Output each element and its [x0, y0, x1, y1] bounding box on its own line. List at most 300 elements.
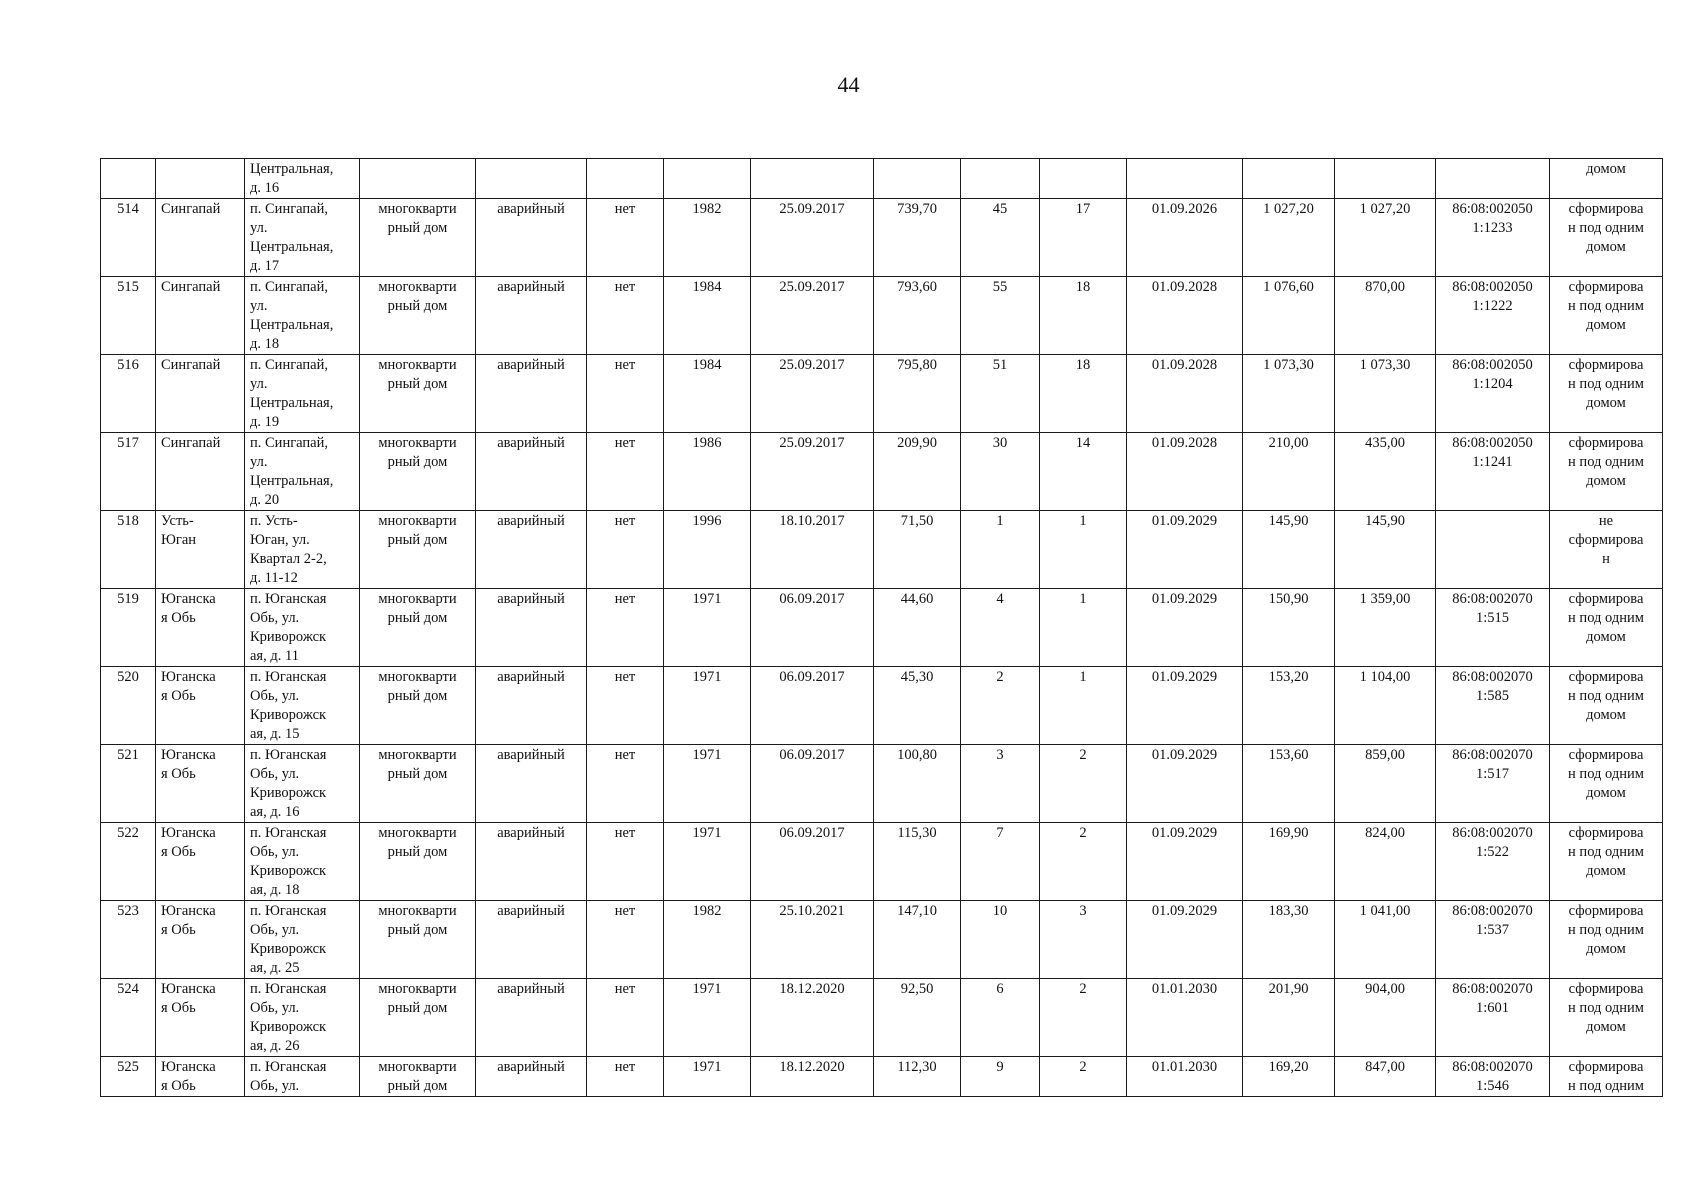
- cell-address-line: п. Юганская: [250, 1059, 327, 1075]
- cell-address-line: Обь, ул.: [250, 922, 300, 938]
- cell-area: 793,60: [874, 277, 961, 355]
- cell-settlement-line: Юганска: [161, 591, 216, 607]
- cell-address-line: п. Сингапай,: [250, 435, 328, 451]
- cell-status: аварийный: [476, 355, 587, 433]
- cell-residents: 3: [961, 745, 1040, 823]
- cell-building-type: [360, 667, 476, 745]
- cell-land-status-line: домом: [1586, 629, 1626, 645]
- cell-date: 25.09.2017: [751, 433, 874, 511]
- cell-year: 1971: [664, 589, 751, 667]
- cell-value-2: 859,00: [1335, 745, 1436, 823]
- cell-cadastral-number: [1436, 277, 1550, 355]
- cell-land-status-line: н под одним: [1568, 688, 1644, 704]
- cell-address-line: п. Сингапай,: [250, 357, 328, 373]
- cell-settlement: [156, 159, 245, 199]
- page-number: 44: [837, 72, 860, 97]
- cell-address-line: Центральная,: [250, 317, 334, 333]
- cell-settlement-line: Юганска: [161, 981, 216, 997]
- cell-land-status: [1550, 355, 1663, 433]
- housing-table: [100, 158, 1663, 1097]
- cell-address-line: ая, д. 11: [250, 648, 299, 664]
- cell-value-1: 1 076,60: [1243, 277, 1335, 355]
- cell-cadastral-number: [1436, 823, 1550, 901]
- cell-area: 45,30: [874, 667, 961, 745]
- cell-settlement: [156, 823, 245, 901]
- cell-building-type-line: многокварти: [378, 981, 457, 997]
- cell-value-1: 153,60: [1243, 745, 1335, 823]
- cell-cadastral-number-line: 1:1241: [1472, 454, 1513, 470]
- cell-settlement: [156, 1057, 245, 1097]
- cell-number: 517: [101, 433, 156, 511]
- cell-address-line: Обь, ул.: [250, 610, 300, 626]
- cell-land-status: [1550, 745, 1663, 823]
- cell-building-type-line: многокварти: [378, 903, 457, 919]
- cell-land-status-line: н под одним: [1568, 766, 1644, 782]
- cell-cadastral-number-line: 1:1233: [1472, 220, 1513, 236]
- cell-building-type-line: рный дом: [387, 1078, 448, 1094]
- cell-address: [245, 745, 360, 823]
- cell-year: 1996: [664, 511, 751, 589]
- cell-building-type-line: рный дом: [387, 376, 448, 392]
- cell-apartments: 18: [1040, 277, 1127, 355]
- cell-address: [245, 511, 360, 589]
- cell-address-line: п. Сингапай,: [250, 279, 328, 295]
- cell-residents: 4: [961, 589, 1040, 667]
- cell-cadastral-number-line: 1:517: [1475, 766, 1510, 782]
- cell-land-status-line: сформирова: [1568, 591, 1644, 607]
- cell-settlement-line: я Обь: [161, 922, 196, 938]
- cell-cadastral-number: [1436, 159, 1550, 199]
- cell-address-line: п. Юганская: [250, 981, 327, 997]
- cell-residents: 51: [961, 355, 1040, 433]
- table-row: [101, 901, 1663, 979]
- cell-address-line: п. Сингапай,: [250, 201, 328, 217]
- cell-settlement-line: Юганска: [161, 903, 216, 919]
- cell-date: 06.09.2017: [751, 823, 874, 901]
- cell-land-status: [1550, 979, 1663, 1057]
- cell-address-line: Обь, ул.: [250, 1078, 300, 1094]
- cell-land-status-line: домом: [1586, 785, 1626, 801]
- cell-value-1: 201,90: [1243, 979, 1335, 1057]
- cell-value-2: 1 041,00: [1335, 901, 1436, 979]
- cell-date: 18.10.2017: [751, 511, 874, 589]
- cell-building-type: [360, 355, 476, 433]
- cell-settlement: [156, 745, 245, 823]
- cell-address-line: ая, д. 18: [250, 882, 300, 898]
- cell-cadastral-number-line: 1:601: [1475, 1000, 1510, 1016]
- cell-land-status: [1550, 589, 1663, 667]
- cell-land-status-line: н под одним: [1568, 454, 1644, 470]
- cell-land-status: [1550, 199, 1663, 277]
- cell-area: 209,90: [874, 433, 961, 511]
- cell-land-status-line: сформирова: [1568, 279, 1644, 295]
- cell-address-line: Криворожск: [250, 785, 327, 801]
- table-row: [101, 745, 1663, 823]
- cell-settlement-line: Усть-: [161, 513, 194, 529]
- cell-value-2: 1 104,00: [1335, 667, 1436, 745]
- cell-building-type-line: рный дом: [387, 610, 448, 626]
- cell-building-type: [360, 511, 476, 589]
- cell-date: 25.09.2017: [751, 277, 874, 355]
- cell-area: 92,50: [874, 979, 961, 1057]
- cell-settlement: [156, 589, 245, 667]
- cell-cadastral-number-line: 86:08:002050: [1452, 357, 1533, 373]
- cell-apartments: 1: [1040, 667, 1127, 745]
- cell-status: аварийный: [476, 277, 587, 355]
- cell-address-line: Центральная,: [250, 161, 334, 177]
- cell-value-1: 1 073,30: [1243, 355, 1335, 433]
- cell-cadastral-number-line: 86:08:002050: [1452, 279, 1533, 295]
- cell-cadastral-number: [1436, 667, 1550, 745]
- cell-note: нет: [587, 355, 664, 433]
- cell-settlement-line: Юган: [161, 532, 197, 548]
- cell-value-2: 1 073,30: [1335, 355, 1436, 433]
- cell-deadline: 01.09.2026: [1127, 199, 1243, 277]
- cell-address-line: Центральная,: [250, 395, 334, 411]
- cell-cadastral-number-line: 1:537: [1475, 922, 1510, 938]
- cell-settlement-line: Юганска: [161, 747, 216, 763]
- cell-value-1: [1243, 159, 1335, 199]
- cell-note: нет: [587, 589, 664, 667]
- cell-settlement-line: я Обь: [161, 610, 196, 626]
- cell-address-line: д. 17: [250, 258, 280, 274]
- cell-status: аварийный: [476, 979, 587, 1057]
- cell-apartments: 1: [1040, 511, 1127, 589]
- cell-land-status: [1550, 823, 1663, 901]
- cell-year: 1984: [664, 355, 751, 433]
- cell-address: [245, 1057, 360, 1097]
- cell-address-line: Обь, ул.: [250, 1000, 300, 1016]
- cell-land-status-line: н под одним: [1568, 220, 1644, 236]
- cell-residents: 2: [961, 667, 1040, 745]
- cell-status: аварийный: [476, 589, 587, 667]
- cell-value-1: 210,00: [1243, 433, 1335, 511]
- cell-apartments: 14: [1040, 433, 1127, 511]
- table-row: [101, 277, 1663, 355]
- cell-settlement: Сингапай: [156, 199, 245, 277]
- table-row: [101, 355, 1663, 433]
- table-row: [101, 823, 1663, 901]
- cell-building-type: [360, 589, 476, 667]
- cell-note: нет: [587, 433, 664, 511]
- cell-building-type-line: многокварти: [378, 669, 457, 685]
- cell-apartments: [1040, 159, 1127, 199]
- cell-area: 147,10: [874, 901, 961, 979]
- cell-address-line: п. Юганская: [250, 825, 327, 841]
- cell-cadastral-number-line: 86:08:002070: [1452, 747, 1533, 763]
- cell-number: 519: [101, 589, 156, 667]
- cell-status: аварийный: [476, 745, 587, 823]
- cell-status: аварийный: [476, 433, 587, 511]
- cell-value-2: 1 027,20: [1335, 199, 1436, 277]
- cell-land-status: [1550, 901, 1663, 979]
- cell-cadastral-number-line: 86:08:002070: [1452, 981, 1533, 997]
- cell-area: 795,80: [874, 355, 961, 433]
- cell-building-type: [360, 433, 476, 511]
- cell-year: 1971: [664, 979, 751, 1057]
- cell-settlement-line: я Обь: [161, 844, 196, 860]
- cell-cadastral-number-line: 86:08:002070: [1452, 669, 1533, 685]
- cell-residents: 1: [961, 511, 1040, 589]
- cell-deadline: 01.09.2028: [1127, 277, 1243, 355]
- cell-cadastral-number-line: 1:1222: [1472, 298, 1513, 314]
- cell-date: 06.09.2017: [751, 667, 874, 745]
- cell-deadline: 01.09.2028: [1127, 355, 1243, 433]
- cell-land-status-line: домом: [1586, 395, 1626, 411]
- cell-address-line: ая, д. 25: [250, 960, 300, 976]
- cell-cadastral-number-line: 1:522: [1475, 844, 1510, 860]
- cell-land-status-line: сформирова: [1568, 1059, 1644, 1075]
- cell-number: 523: [101, 901, 156, 979]
- cell-value-2: 824,00: [1335, 823, 1436, 901]
- cell-date: 25.09.2017: [751, 199, 874, 277]
- cell-building-type-line: многокварти: [378, 747, 457, 763]
- cell-area: 44,60: [874, 589, 961, 667]
- cell-land-status-line: домом: [1586, 941, 1626, 957]
- cell-cadastral-number: [1436, 199, 1550, 277]
- cell-number: 516: [101, 355, 156, 433]
- cell-address-line: п. Юганская: [250, 591, 327, 607]
- cell-address-line: ая, д. 26: [250, 1038, 300, 1054]
- cell-settlement-line: Юганска: [161, 669, 216, 685]
- cell-address: [245, 433, 360, 511]
- cell-area: 115,30: [874, 823, 961, 901]
- cell-address-line: п. Юганская: [250, 903, 327, 919]
- cell-cadastral-number-line: 1:515: [1475, 610, 1510, 626]
- cell-building-type-line: многокварти: [378, 1059, 457, 1075]
- cell-building-type-line: рный дом: [387, 220, 448, 236]
- cell-building-type-line: многокварти: [378, 435, 457, 451]
- cell-land-status-line: н под одним: [1568, 1078, 1644, 1094]
- cell-building-type-line: рный дом: [387, 1000, 448, 1016]
- cell-land-status: [1550, 667, 1663, 745]
- cell-date: 06.09.2017: [751, 745, 874, 823]
- cell-date: 25.10.2021: [751, 901, 874, 979]
- cell-land-status-line: н под одним: [1568, 1000, 1644, 1016]
- cell-date: 25.09.2017: [751, 355, 874, 433]
- cell-cadastral-number: [1436, 979, 1550, 1057]
- cell-date: 18.12.2020: [751, 979, 874, 1057]
- cell-deadline: 01.09.2029: [1127, 667, 1243, 745]
- cell-apartments: 2: [1040, 979, 1127, 1057]
- cell-settlement-line: Юганска: [161, 1059, 216, 1075]
- cell-address: [245, 159, 360, 199]
- cell-residents: 10: [961, 901, 1040, 979]
- cell-land-status-line: сформирова: [1568, 903, 1644, 919]
- cell-apartments: 2: [1040, 745, 1127, 823]
- cell-land-status-line: сформирова: [1568, 357, 1644, 373]
- cell-cadastral-number: [1436, 511, 1550, 589]
- cell-building-type: [360, 1057, 476, 1097]
- cell-number: 525: [101, 1057, 156, 1097]
- cell-cadastral-number: [1436, 355, 1550, 433]
- cell-cadastral-number: [1436, 1057, 1550, 1097]
- cell-note: нет: [587, 901, 664, 979]
- cell-address-line: п. Юганская: [250, 669, 327, 685]
- cell-deadline: 01.01.2030: [1127, 979, 1243, 1057]
- cell-land-status: [1550, 511, 1663, 589]
- cell-number: 524: [101, 979, 156, 1057]
- cell-building-type: [360, 823, 476, 901]
- cell-building-type-line: рный дом: [387, 688, 448, 704]
- cell-residents: 7: [961, 823, 1040, 901]
- cell-number: 515: [101, 277, 156, 355]
- cell-residents: [961, 159, 1040, 199]
- table-row: [101, 433, 1663, 511]
- cell-settlement-line: я Обь: [161, 688, 196, 704]
- cell-value-2: 435,00: [1335, 433, 1436, 511]
- cell-building-type: [360, 199, 476, 277]
- cell-land-status-line: домом: [1586, 1019, 1626, 1035]
- cell-value-2: 870,00: [1335, 277, 1436, 355]
- cell-date: [751, 159, 874, 199]
- cell-year: 1986: [664, 433, 751, 511]
- cell-address-line: ул.: [250, 298, 268, 314]
- cell-settlement: Сингапай: [156, 277, 245, 355]
- cell-apartments: 2: [1040, 1057, 1127, 1097]
- cell-settlement-line: Юганска: [161, 825, 216, 841]
- cell-note: нет: [587, 745, 664, 823]
- cell-deadline: 01.09.2029: [1127, 745, 1243, 823]
- cell-status: аварийный: [476, 667, 587, 745]
- cell-building-type-line: многокварти: [378, 357, 457, 373]
- cell-settlement: [156, 979, 245, 1057]
- cell-land-status: [1550, 433, 1663, 511]
- cell-address-line: ул.: [250, 454, 268, 470]
- cell-area: [874, 159, 961, 199]
- cell-land-status-line: н под одним: [1568, 376, 1644, 392]
- cell-land-status-line: домом: [1586, 473, 1626, 489]
- cell-note: нет: [587, 667, 664, 745]
- cell-cadastral-number: [1436, 901, 1550, 979]
- cell-number: [101, 159, 156, 199]
- cell-cadastral-number: [1436, 745, 1550, 823]
- cell-value-1: 1 027,20: [1243, 199, 1335, 277]
- cell-address-line: ая, д. 15: [250, 726, 300, 742]
- cell-number: 520: [101, 667, 156, 745]
- cell-note: [587, 159, 664, 199]
- cell-status: аварийный: [476, 823, 587, 901]
- cell-land-status-line: домом: [1586, 707, 1626, 723]
- cell-address: [245, 667, 360, 745]
- cell-apartments: 18: [1040, 355, 1127, 433]
- cell-land-status-line: н под одним: [1568, 298, 1644, 314]
- cell-address: [245, 277, 360, 355]
- cell-year: 1971: [664, 1057, 751, 1097]
- cell-area: 100,80: [874, 745, 961, 823]
- cell-land-status-line: сформирова: [1568, 435, 1644, 451]
- cell-cadastral-number-line: 86:08:002050: [1452, 201, 1533, 217]
- cell-building-type-line: многокварти: [378, 279, 457, 295]
- cell-deadline: [1127, 159, 1243, 199]
- cell-land-status-line: сформирова: [1568, 981, 1644, 997]
- table-body: [101, 159, 1663, 1097]
- cell-address-line: д. 11-12: [250, 570, 298, 586]
- cell-address-line: Обь, ул.: [250, 688, 300, 704]
- cell-note: нет: [587, 511, 664, 589]
- cell-address-line: д. 19: [250, 414, 280, 430]
- cell-status: аварийный: [476, 199, 587, 277]
- cell-settlement-line: я Обь: [161, 766, 196, 782]
- cell-settlement: Сингапай: [156, 355, 245, 433]
- cell-year: 1984: [664, 277, 751, 355]
- cell-value-1: 150,90: [1243, 589, 1335, 667]
- cell-address-line: Криворожск: [250, 863, 327, 879]
- cell-settlement: [156, 667, 245, 745]
- cell-cadastral-number-line: 1:546: [1475, 1078, 1510, 1094]
- cell-residents: 30: [961, 433, 1040, 511]
- cell-residents: 45: [961, 199, 1040, 277]
- cell-land-status-line: н под одним: [1568, 610, 1644, 626]
- cell-cadastral-number-line: 86:08:002050: [1452, 435, 1533, 451]
- cell-year: 1971: [664, 823, 751, 901]
- cell-building-type-line: рный дом: [387, 844, 448, 860]
- table-row: [101, 511, 1663, 589]
- cell-land-status-line: сформирова: [1568, 669, 1644, 685]
- cell-settlement: [156, 901, 245, 979]
- cell-land-status: [1550, 277, 1663, 355]
- cell-value-1: 145,90: [1243, 511, 1335, 589]
- table-row: [101, 589, 1663, 667]
- cell-cadastral-number: [1436, 433, 1550, 511]
- cell-year: 1982: [664, 199, 751, 277]
- cell-building-type-line: рный дом: [387, 454, 448, 470]
- cell-note: нет: [587, 199, 664, 277]
- cell-settlement: Сингапай: [156, 433, 245, 511]
- cell-building-type-line: рный дом: [387, 298, 448, 314]
- cell-cadastral-number: [1436, 589, 1550, 667]
- cell-settlement-line: я Обь: [161, 1078, 196, 1094]
- cell-address-line: ул.: [250, 376, 268, 392]
- cell-deadline: 01.09.2029: [1127, 511, 1243, 589]
- cell-address-line: Центральная,: [250, 473, 334, 489]
- cell-number: 521: [101, 745, 156, 823]
- cell-note: нет: [587, 823, 664, 901]
- cell-address: [245, 589, 360, 667]
- cell-deadline: 01.09.2029: [1127, 901, 1243, 979]
- cell-cadastral-number-line: 86:08:002070: [1452, 825, 1533, 841]
- cell-address: [245, 355, 360, 433]
- cell-cadastral-number-line: 86:08:002070: [1452, 903, 1533, 919]
- cell-land-status-line: сформирова: [1568, 201, 1644, 217]
- cell-year: [664, 159, 751, 199]
- cell-year: 1971: [664, 667, 751, 745]
- cell-settlement: [156, 511, 245, 589]
- cell-land-status-line: н под одним: [1568, 844, 1644, 860]
- cell-land-status-line: сформирова: [1568, 825, 1644, 841]
- cell-value-2: [1335, 159, 1436, 199]
- cell-land-status-line: домом: [1586, 239, 1626, 255]
- cell-building-type: [360, 901, 476, 979]
- cell-land-status-line: н под одним: [1568, 922, 1644, 938]
- cell-address-line: Криворожск: [250, 941, 327, 957]
- cell-status: [476, 159, 587, 199]
- cell-building-type-line: многокварти: [378, 591, 457, 607]
- cell-address-line: Юган, ул.: [250, 532, 310, 548]
- cell-address-line: ул.: [250, 220, 268, 236]
- cell-status: аварийный: [476, 1057, 587, 1097]
- cell-apartments: 3: [1040, 901, 1127, 979]
- cell-deadline: 01.09.2029: [1127, 823, 1243, 901]
- cell-value-1: 169,20: [1243, 1057, 1335, 1097]
- cell-address-line: д. 20: [250, 492, 280, 508]
- cell-address: [245, 823, 360, 901]
- cell-number: 514: [101, 199, 156, 277]
- cell-cadastral-number-line: 1:585: [1475, 688, 1510, 704]
- cell-cadastral-number-line: 1:1204: [1472, 376, 1513, 392]
- cell-status: аварийный: [476, 901, 587, 979]
- table-row: [101, 199, 1663, 277]
